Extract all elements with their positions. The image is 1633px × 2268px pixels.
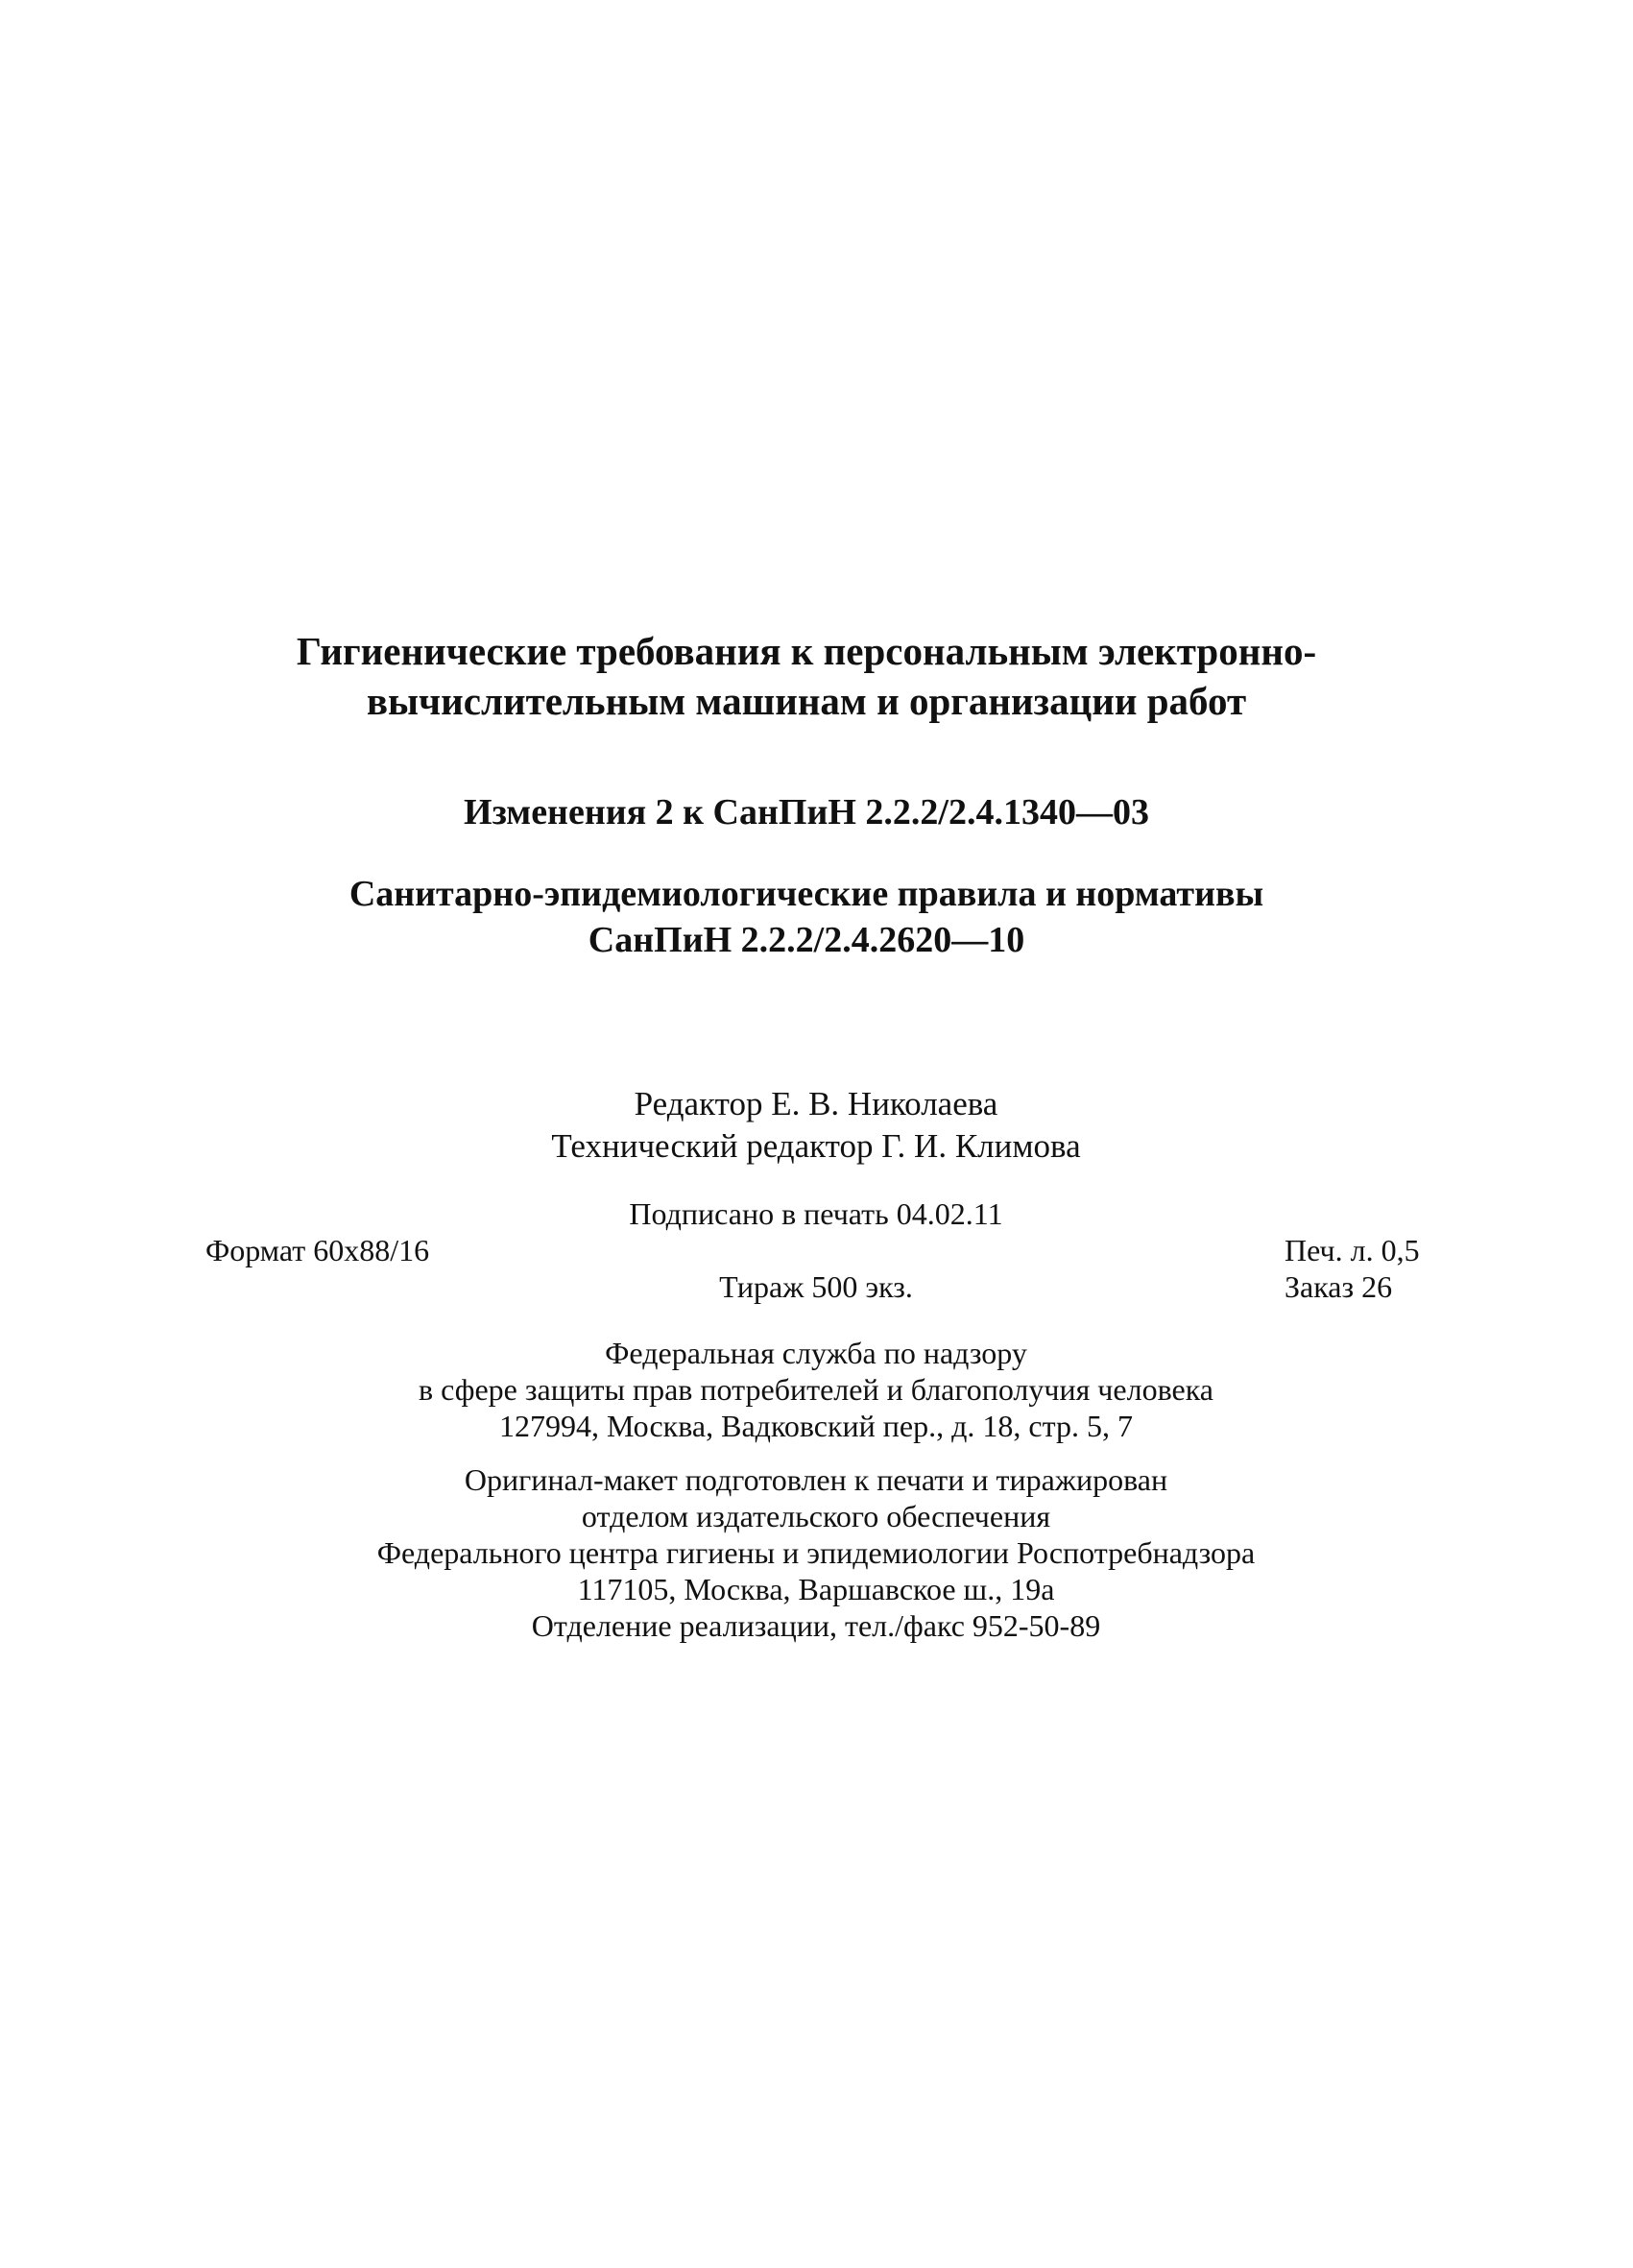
document-title bbox=[269, 626, 1344, 726]
title-line-2: вычислительным машинам и организации работ bbox=[366, 679, 1247, 723]
layout-address: 117105, Москва, Варшавское ш., 19а bbox=[577, 1572, 1055, 1606]
layout-line-1: Оригинал-макет подготовлен к печати и тиражирован bbox=[464, 1462, 1168, 1497]
printed-sheets: Печ. л. 0,5 bbox=[1285, 1233, 1420, 1267]
editor-name: Редактор Е. В. Николаева bbox=[634, 1085, 998, 1122]
rules-heading bbox=[269, 871, 1344, 963]
tech-editor-name: Технический редактор Г. И. Климова bbox=[551, 1127, 1081, 1165]
paper-format: Формат 60x88/16 bbox=[205, 1233, 430, 1267]
publisher-service-block bbox=[288, 1335, 1344, 1444]
sales-contact: Отделение реализации, тел./факс 952-50-89 bbox=[531, 1608, 1101, 1643]
rules-line-1: Санитарно-эпидемиологические правила и нормативы bbox=[348, 874, 1264, 914]
order-number: Заказ 26 bbox=[1285, 1269, 1393, 1304]
signed-to-print: Подписано в печать 04.02.11 bbox=[629, 1196, 1003, 1231]
print-run: Тираж 500 экз. bbox=[719, 1269, 913, 1304]
service-line-1: Федеральная служба по надзору bbox=[605, 1336, 1027, 1370]
title-line-1: Гигиенические требования к персональным электронно- bbox=[296, 629, 1317, 673]
service-line-2: в сфере защиты прав потребителей и благополучия человека bbox=[419, 1372, 1213, 1407]
layout-credits-block bbox=[288, 1461, 1344, 1644]
rules-line-2: СанПиН 2.2.2/2.4.2620—10 bbox=[588, 920, 1025, 960]
service-address: 127994, Москва, Вадковский пер., д. 18, стр. 5, 7 bbox=[499, 1409, 1133, 1443]
changes-heading: Изменения 2 к СанПиН 2.2.2/2.4.1340—03 bbox=[464, 792, 1149, 832]
layout-line-2: отделом издательского обеспечения bbox=[581, 1499, 1051, 1533]
layout-line-3: Федерального центра гигиены и эпидемиологии Роспотребнадзора bbox=[376, 1535, 1256, 1570]
editors-block bbox=[547, 1083, 1085, 1168]
